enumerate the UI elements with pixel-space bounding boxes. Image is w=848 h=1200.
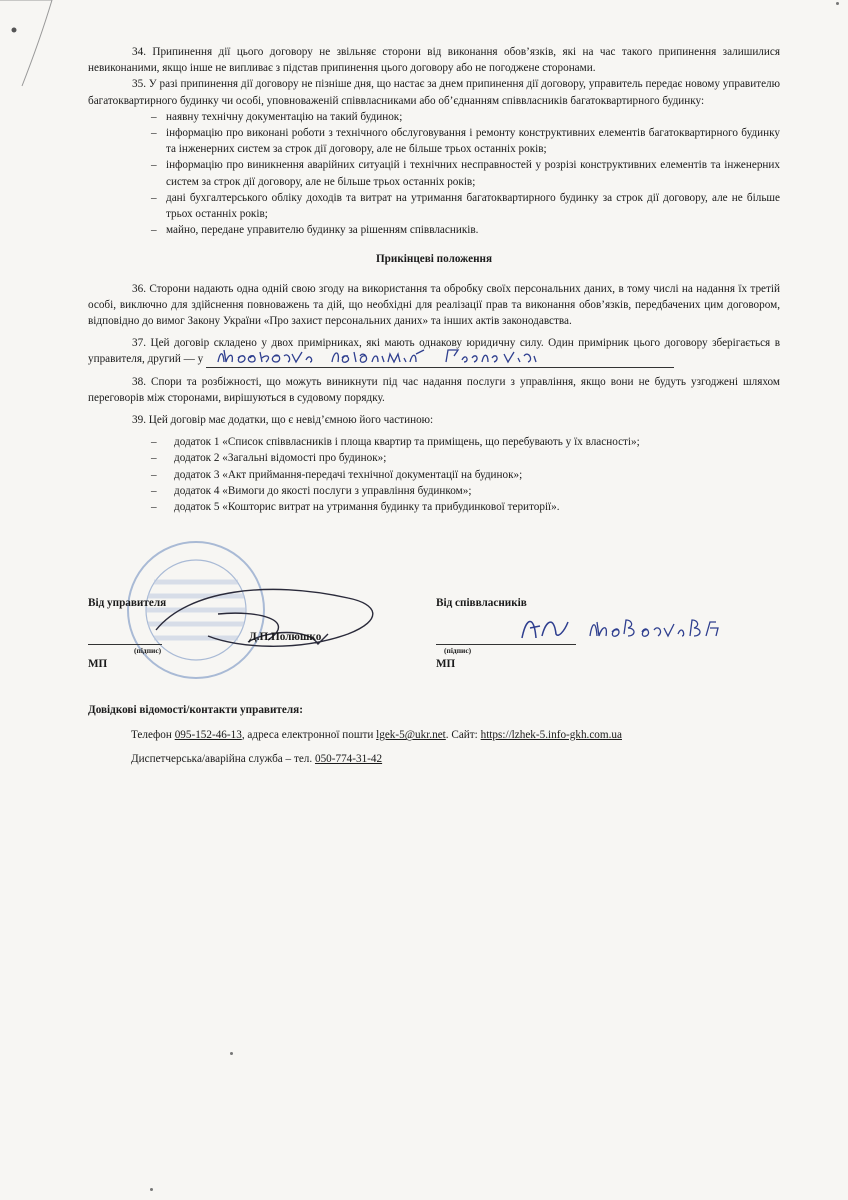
- signature-block: [88, 540, 780, 690]
- contacts-line: Телефон 095-152-46-13, адреса електронної пошти lgek-5@ukr.net. Сайт: https://lzhek-5.info-gkh.com.ua: [131, 729, 622, 742]
- manager-signature-caption: (підпис): [134, 646, 162, 655]
- contract-body: [88, 44, 780, 515]
- list-item: – додаток 5 «Кошторис витрат на утримання будинку та прибудинкової території».: [151, 501, 560, 514]
- owners-handwritten-name: [586, 610, 766, 650]
- clause-37: 37. Цей договір складено у двох примірниках, які мають однакову юридичну силу. Один примірник цього договору зберігається в управителя, другий — у: [88, 335, 780, 367]
- scan-speck: [836, 2, 839, 5]
- phone-link[interactable]: 095-152-46-13: [174, 729, 242, 742]
- list-item: – дані бухгалтерського обліку доходів та витрат на утримання багатоквартирного будинку за строк дії договору, але не більше трьох останніх років;: [151, 191, 780, 221]
- owners-signature-caption: (підпис): [444, 646, 472, 655]
- list-item: – майно, передане управителю будинку за рішенням співвласників.: [151, 224, 479, 237]
- email-link[interactable]: lgek-5@ukr.net: [376, 729, 446, 742]
- manager-name: Д.П.Полюшко: [249, 631, 322, 643]
- list-item: – додаток 4 «Вимоги до якості послуги з управління будинком»;: [151, 484, 472, 497]
- clause-35: 35. У разі припинення дії договору не пізніше дня, що настає за днем припинення дії договору, управитель передає новому управителю багатоквартирного будинку чи особі, уповноваженій співвласниками або об’єднанням співвласників багатоквартирного будинку:: [88, 78, 780, 107]
- site-link[interactable]: https://lzhek-5.info-gkh.com.ua: [480, 729, 622, 742]
- clause-39: 39. Цей договір має додатки, що є невід’ємною його частиною:: [132, 414, 434, 427]
- dispatch-phone-link[interactable]: 050-774-31-42: [314, 753, 383, 766]
- list-item: – додаток 3 «Акт приймання-передачі технічної документації на будинок»;: [151, 468, 523, 481]
- manager-mp: МП: [88, 658, 108, 670]
- dispatch-line: Диспетчерська/аварійна служба – тел. 050-774-31-42: [131, 753, 383, 766]
- list-item: – додаток 1 «Список співвласників і площа квартир та приміщень, що перебувають у їх власності»;: [151, 436, 640, 449]
- clause-35-list: [88, 109, 780, 239]
- contacts-heading: Довідкові відомості/контакти управителя:: [88, 704, 303, 716]
- owners-label: Від співвласників: [436, 597, 527, 609]
- contacts-section: [88, 702, 780, 768]
- clause-36: 36. Сторони надають одна одній свою згоду на використання та обробку своїх персональних даних, в тому числі на надання їх третій особі, виключно для здійснення повноважень та дій, що необхідні для реалізації прав та виконання обов’язків, передбачених цим договором, відповідно до вимог Закону України «Про захист персональних даних» та інших актів законодавства.: [88, 282, 780, 328]
- section-title-final: Прикінцеві положення: [375, 253, 493, 266]
- clause-39-list: [88, 434, 780, 515]
- owners-signature: [516, 608, 576, 648]
- manager-signature: [148, 570, 388, 660]
- owners-mp: МП: [436, 658, 456, 670]
- list-item: – інформацію про виконані роботи з технічного обслуговування і ремонту конструктивних елементів багатоквартирного будинку та інженерних систем за строк дії договору, але не більше трьох останніх років;: [151, 127, 780, 156]
- list-item: – додаток 2 «Загальні відомості про будинок»;: [151, 452, 387, 465]
- list-item: – наявну технічну документацію на такий будинок;: [151, 110, 403, 123]
- clause-34: 34. Припинення дії цього договору не звільняє сторони від виконання обов’язків, які на час такого припинення залишилися невиконаними, якщо інше не випливає з підстав припинення цього договору або не погоджене сторонами.: [88, 46, 780, 75]
- scan-speck: [150, 1188, 153, 1191]
- list-item: – інформацію про виникнення аварійних ситуацій і технічних несправностей у розрізі конструктивних елементів та інженерних систем за строк дії договору, але не більше трьох останніх років;: [151, 159, 780, 188]
- scan-speck: [230, 1052, 233, 1055]
- handwritten-owner-name: [214, 346, 634, 368]
- manager-label: Від управителя: [88, 597, 167, 609]
- handwritten-owner-name-field: [206, 352, 674, 368]
- clause-38: 38. Спори та розбіжності, що можуть виникнути під час надання послуги з управління, якщо вони не будуть узгоджені шляхом переговорів між сторонами, вирішуються в судовому порядку.: [88, 375, 780, 404]
